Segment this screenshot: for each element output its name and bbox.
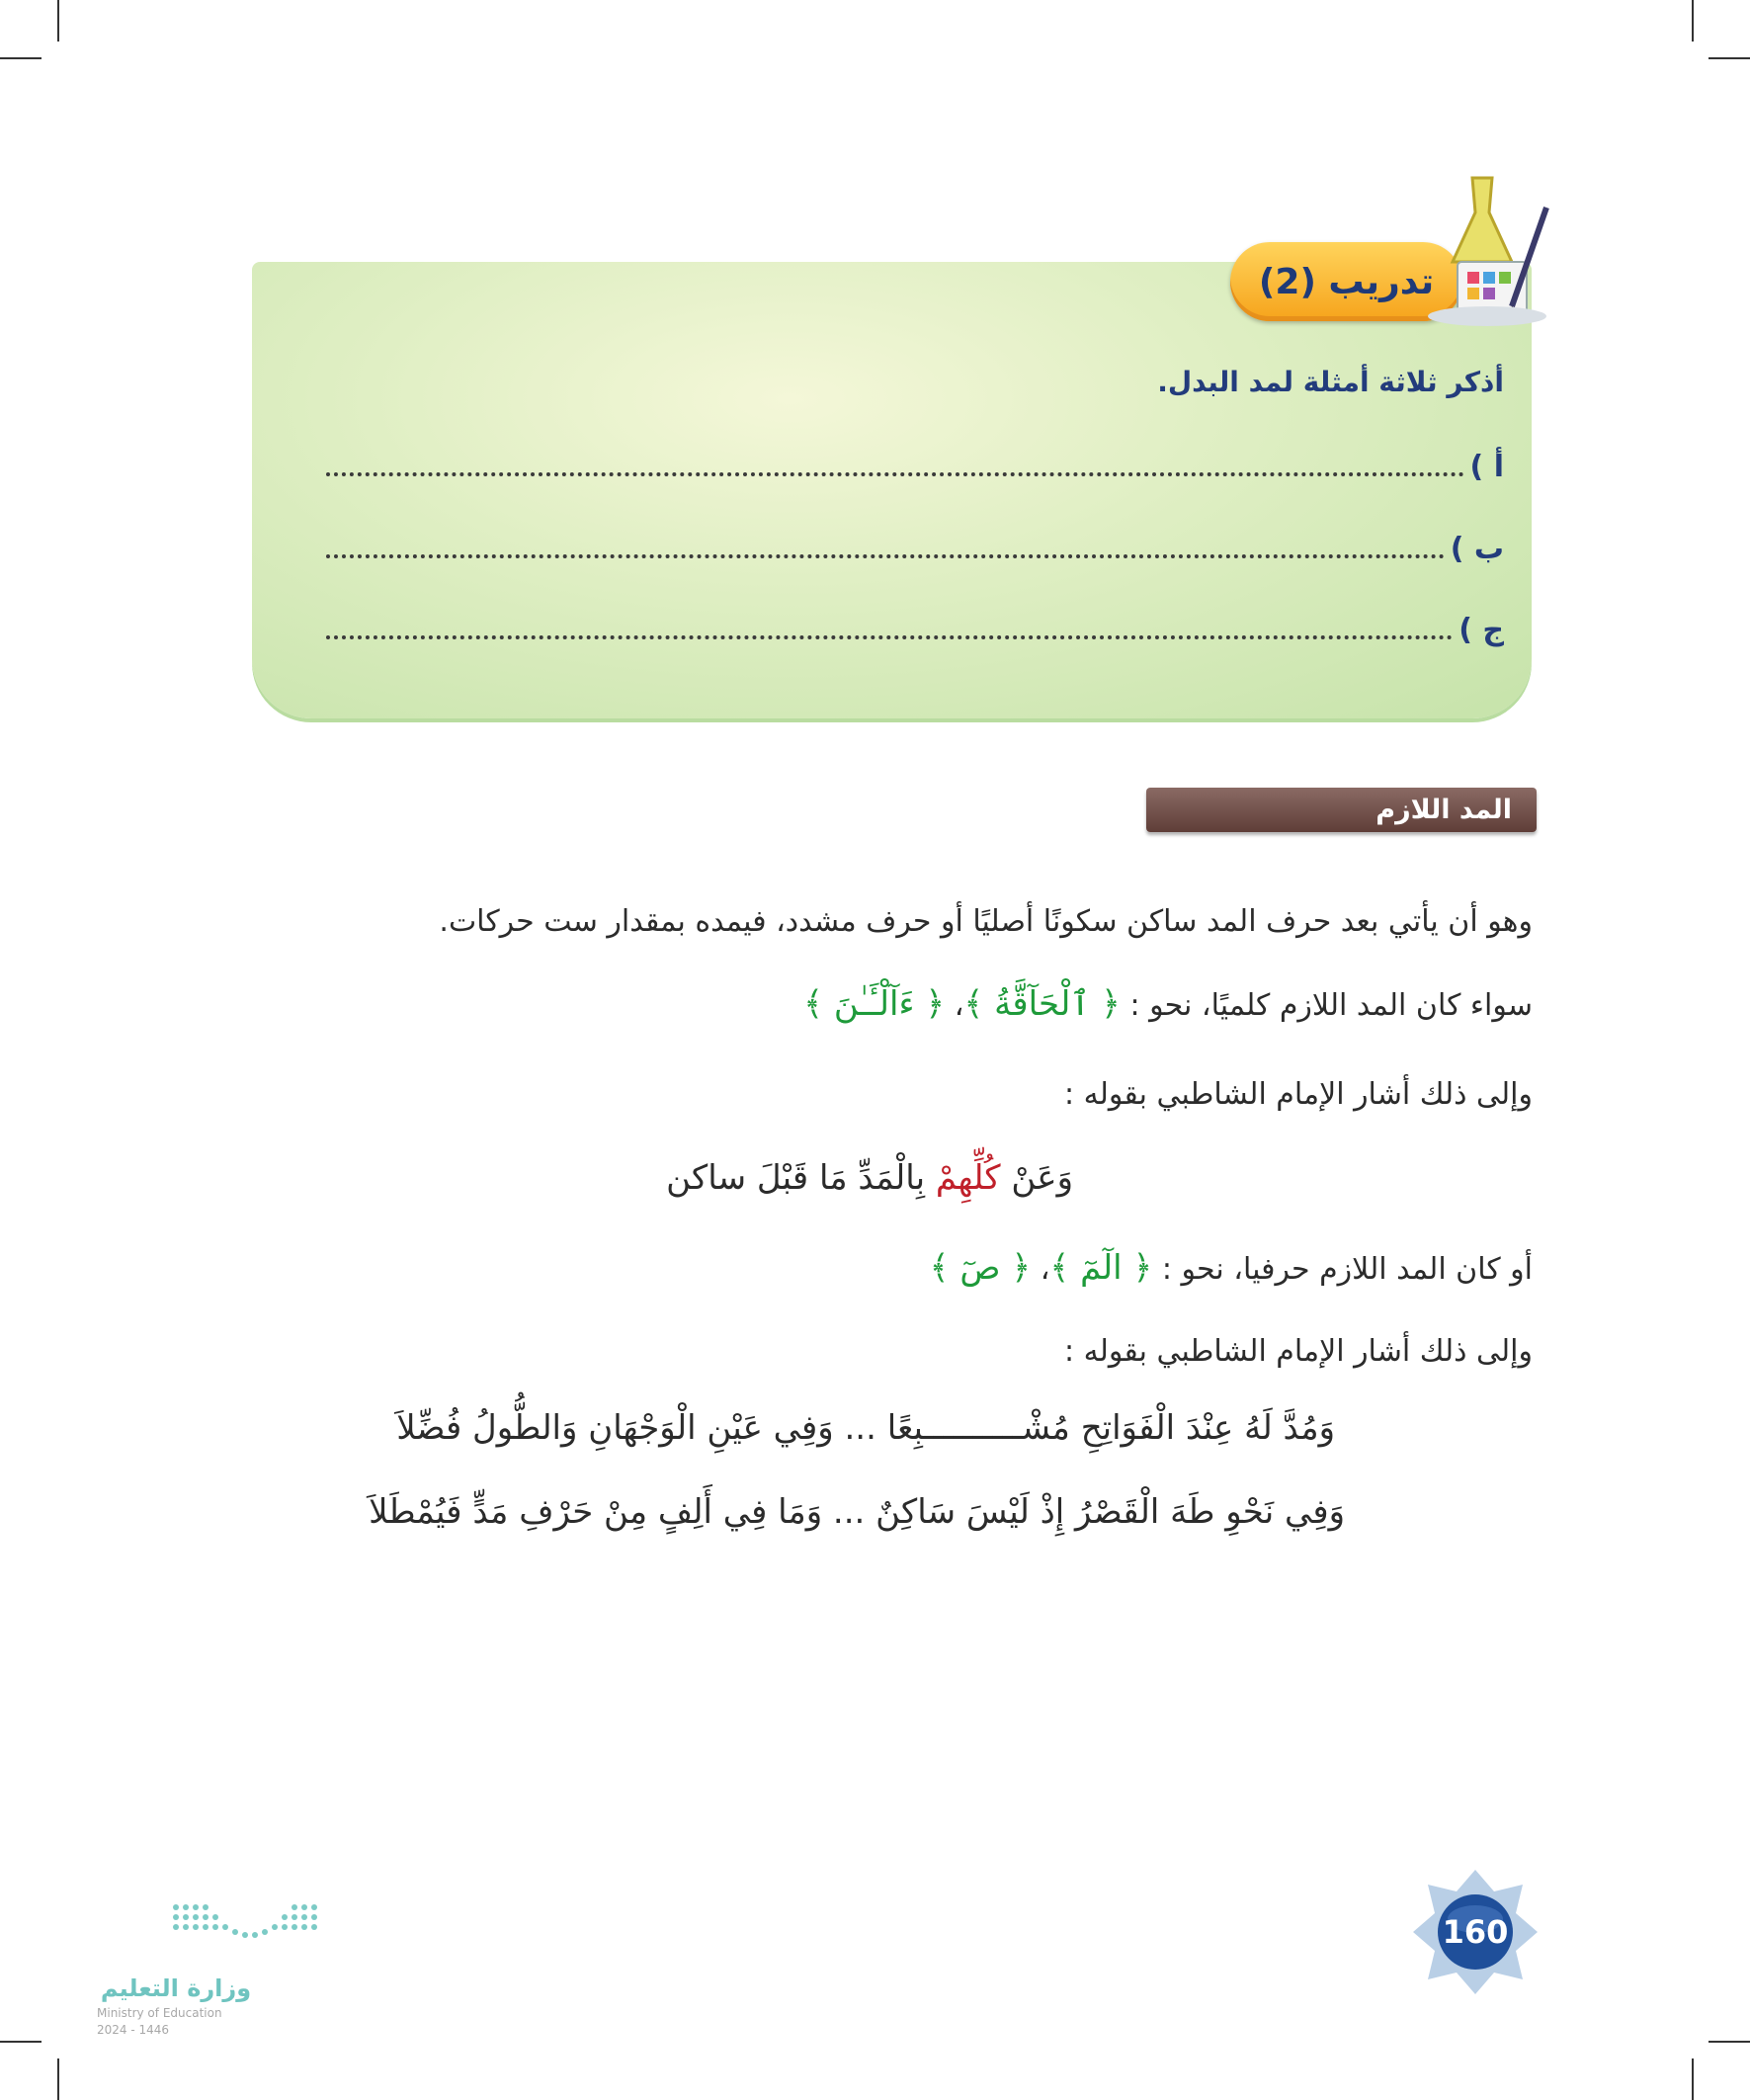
paragraph-shatibi-2: وإلى ذلك أشار الإمام الشاطبي بقوله : [1064,1334,1533,1369]
dotted-line [326,635,1453,639]
poem-verse-2: وَمُدَّ لَهُ عِنْدَ الْفَوَاتِحِ مُشْــــــــــبِعًا ... وَفِي عَيْنِ الْوَجْهَانِ وَالطُّولُ فُضِّلاَ [396,1408,1335,1448]
crop-mark [57,2058,59,2100]
paragraph-shatibi-1: وإلى ذلك أشار الإمام الشاطبي بقوله : [1064,1077,1533,1112]
paragraph-kalimi [803,983,1533,1024]
answer-line-b[interactable] [326,527,1504,566]
answer-line-c[interactable] [326,608,1504,647]
crop-mark [1708,57,1750,59]
quran-example: ﴿ ٱلْحَآقَّةُ ﴾ [963,984,1121,1024]
quran-example: ﴿ الٓمٓ ﴾ [1049,1248,1153,1288]
page-number-badge [1411,1868,1540,1996]
poem-verse-1 [666,1158,1073,1198]
crop-mark [1692,0,1694,42]
answer-label: ب ) [1450,532,1504,566]
quran-example: ﴿ ءَآلْـَٔـٰنَ ﴾ [803,984,946,1024]
dotted-line [326,472,1464,476]
separator: ، [1031,1252,1050,1287]
paragraph-text: سواء كان المد اللازم كلميًا، نحو : [1120,988,1533,1023]
section-header [1146,788,1537,832]
ministry-name-en: Ministry of Education [97,2006,222,2020]
ministry-year: 2024 - 1446 [97,2023,170,2037]
paragraph-definition: وهو أن يأتي بعد حرف المد ساكن سكونًا أصليًا أو حرف مشدد، فيمده بمقدار ست حركات. [439,904,1533,939]
answer-line-a[interactable] [326,445,1504,484]
exercise-prompt: أذكر ثلاثة أمثلة لمد البدل. [1157,366,1504,398]
quran-example: ﴿ صٓ ﴾ [929,1248,1032,1288]
ministry-name-ar: وزارة التعليم [100,1974,252,2002]
ministry-dots-icon [166,1897,393,1957]
separator: ، [945,988,964,1023]
crop-mark [0,57,42,59]
verse-highlight: كُلِّهِمْ [935,1158,1001,1198]
section-title: المد اللازم [1375,795,1512,825]
exercise-title: تدريب (2) [1258,261,1435,302]
poem-verse-3: وَفِي نَحْوِ طَهَ الْقَصْرُ إِذْ لَيْسَ سَاكِنٌ ... وَمَا فِي أَلِفٍ مِنْ حَرْفِ مَدٍّ فَيُمْطَلاَ [369,1492,1345,1532]
answer-label: ج ) [1458,613,1504,647]
ministry-logo [97,1897,334,2041]
page-number: 160 [1442,1913,1509,1951]
verse-text: وَعَنْ [1000,1158,1073,1198]
dotted-line [326,554,1445,558]
exercise-box [252,262,1532,718]
answer-label: أ ) [1469,450,1504,484]
exercise-badge [1230,242,1462,321]
paragraph-harfi [930,1247,1533,1288]
crop-mark [1692,2058,1694,2100]
flask-pen-icon [1418,168,1556,336]
verse-text: بِالْمَدِّ مَا قَبْلَ ساكن [666,1158,936,1198]
crop-mark [57,0,59,42]
paragraph-text: أو كان المد اللازم حرفيا، نحو : [1152,1252,1533,1287]
crop-mark [0,2041,42,2043]
crop-mark [1708,2041,1750,2043]
